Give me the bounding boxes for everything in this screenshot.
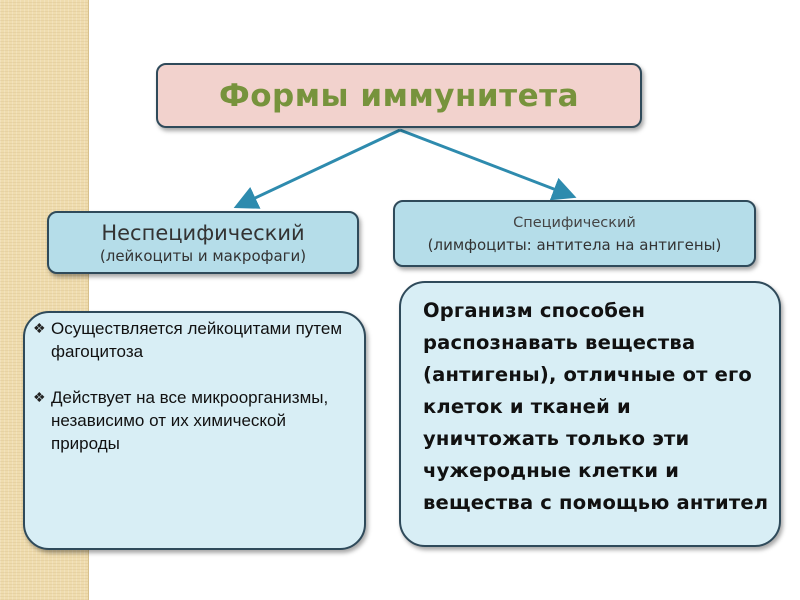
diagram-title: Формы иммунитета	[218, 77, 580, 114]
arrow-to-nonspecific	[238, 130, 400, 206]
bullet-text: Действует на все микроорганизмы, независимо от их химической природы	[51, 388, 329, 453]
list-item	[33, 386, 358, 455]
nonspecific-subtitle: (лейкоциты и макрофаги)	[99, 246, 307, 265]
nonspecific-box	[47, 211, 359, 274]
specific-subtitle: (лимфоциты: антитела на антигены)	[427, 235, 722, 254]
bullet-text: Осуществляется лейкоцитами путем фагоцитоза	[51, 319, 343, 361]
diamond-bullet-icon: ❖	[33, 389, 46, 405]
title-box	[156, 63, 642, 128]
specific-description: Организм способен распознавать вещества (антигены), отличные от его клеток и тканей и уничтожать только эти чужеродные клетки и вещества с помощью антител	[423, 299, 769, 514]
specific-box	[393, 200, 756, 267]
arrow-to-specific	[400, 130, 572, 196]
diamond-bullet-icon: ❖	[33, 320, 46, 336]
specific-title: Специфический	[513, 214, 636, 231]
nonspecific-details	[23, 311, 366, 550]
nonspecific-title: Неспецифический	[101, 220, 305, 245]
specific-details	[399, 281, 781, 547]
list-item	[33, 317, 358, 363]
